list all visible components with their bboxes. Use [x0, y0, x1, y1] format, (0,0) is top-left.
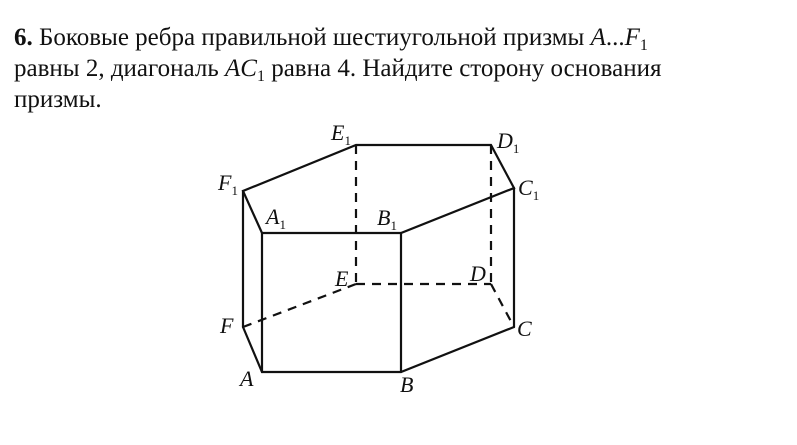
subscript: 1: [639, 37, 648, 54]
label-f1: $F_1$: [218, 170, 238, 198]
label-b: B: [400, 372, 414, 397]
label-c1: $C_1$: [518, 175, 540, 203]
label-d1: $D_1$: [497, 128, 520, 156]
visible-edges: [243, 145, 514, 372]
label-f: F: [220, 313, 234, 338]
ellipsis: ...: [605, 24, 625, 51]
label-a1: $A_1$: [266, 204, 286, 232]
edge-dc: [491, 284, 514, 327]
diagonal-ac1: AC: [224, 55, 257, 82]
label-a: A: [240, 366, 254, 391]
vertex-a: A: [590, 24, 606, 51]
label-b1: $B_1$: [377, 205, 397, 233]
problem-number: 6.: [14, 24, 33, 51]
subscript: 1: [256, 68, 265, 85]
problem-text: равны 2, диагональ: [14, 55, 225, 82]
label-e: E: [335, 266, 349, 291]
vertex-f1: F: [624, 24, 640, 51]
problem-text: призмы.: [14, 86, 102, 113]
problem-text: равна 4. Найдите сторону основания: [264, 55, 662, 82]
label-d: D: [470, 261, 486, 286]
label-c: C: [517, 316, 532, 341]
problem-text: Боковые ребра правильной шестиугольной призмы: [32, 24, 591, 51]
label-e1: $E_1$: [331, 120, 351, 148]
bottom-visible-edges: [243, 327, 514, 372]
hidden-edges: [243, 145, 514, 327]
